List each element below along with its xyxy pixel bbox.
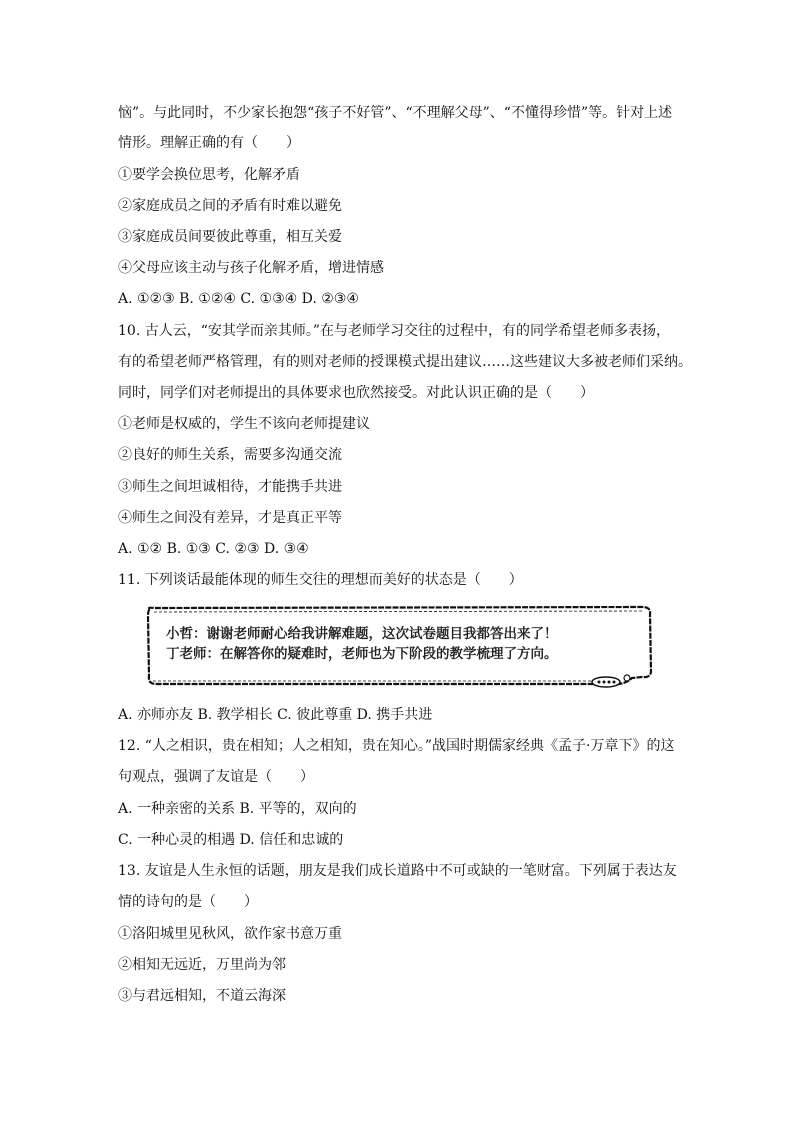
q12-options-line2: C. 一种心灵的相遇 D. 信任和忠诚的 [118, 832, 344, 848]
q9-stem-line2: 情形。理解正确的有（ ） [118, 135, 300, 151]
q9-item-1: ①要学会换位思考，化解矛盾 [118, 167, 300, 183]
q9-item-3: ③家庭成员间要彼此尊重，相互关爱 [118, 229, 342, 245]
q10-item-4: ④师生之间没有差异，才是真正平等 [118, 510, 342, 526]
q9-options: A. ①②③ B. ①②④ C. ①③④ D. ②③④ [118, 291, 359, 307]
q12-stem-line1: 12. “人之相识，贵在相知；人之相知，贵在知心。”战国时期儒家经典《孟子·万章下》的这 [118, 738, 675, 754]
q9-item-2: ②家庭成员之间的矛盾有时难以避免 [118, 198, 342, 214]
q10-item-3: ③师生之间坦诚相待，才能携手共进 [118, 479, 342, 495]
q10-item-2: ②良好的师生关系，需要多沟通交流 [118, 447, 342, 463]
dialog-line-2: 丁老师：在解答你的疑难时，老师也为下阶段的教学梳理了方向。 [166, 646, 558, 662]
dialog-box [144, 604, 654, 688]
q10-stem-line2: 有的希望老师严格管理，有的则对老师的授课模式提出建议……这些建议大多被老师们采纳。 [118, 354, 692, 370]
q11-options: A. 亦师亦友 B. 教学相长 C. 彼此尊重 D. 携手共进 [118, 707, 433, 723]
q13-item-1: ①洛阳城里见秋风，欲作家书意万重 [118, 926, 342, 942]
q9-item-4: ④父母应该主动与孩子化解矛盾，增进情感 [118, 260, 384, 276]
q13-stem-line1: 13. 友谊是人生永恒的话题，朋友是我们成长道路中不可或缺的一笔财富。下列属于表达友 [118, 863, 677, 879]
q10-stem-line1: 10. 古人云，“安其学而亲其师。”在与老师学习交往的过程中，有的同学希望老师多表扬， [118, 323, 671, 339]
q10-options: A. ①② B. ①③ C. ②③ D. ③④ [118, 541, 309, 557]
q13-item-2: ②相知无远近，万里尚为邻 [118, 957, 286, 973]
q12-options-line1: A. 一种亲密的关系 B. 平等的，双向的 [118, 801, 357, 817]
q11-stem: 11. 下列谈话最能体现的师生交往的理想而美好的状态是（ ） [118, 572, 523, 588]
dialog-line-1: 小哲：谢谢老师耐心给我讲解难题，这次试卷题目我都答出来了！ [166, 626, 558, 642]
q10-item-1: ①老师是权威的，学生不该向老师提建议 [118, 416, 370, 432]
q12-stem-line2: 句观点，强调了友谊是（ ） [118, 769, 314, 785]
q13-stem-line2: 情的诗句的是（ ） [118, 894, 258, 910]
q10-stem-line3: 同时，同学们对老师提出的具体要求也欣然接受。对此认识正确的是（ ） [118, 385, 594, 401]
q13-item-3: ③与君远相知，不道云海深 [118, 988, 286, 1004]
q9-stem-line1: 恼”。与此同时，不少家长抱怨“孩子不好管”、“不理解父母”、“不懂得珍惜”等。针对上述 [118, 105, 673, 121]
